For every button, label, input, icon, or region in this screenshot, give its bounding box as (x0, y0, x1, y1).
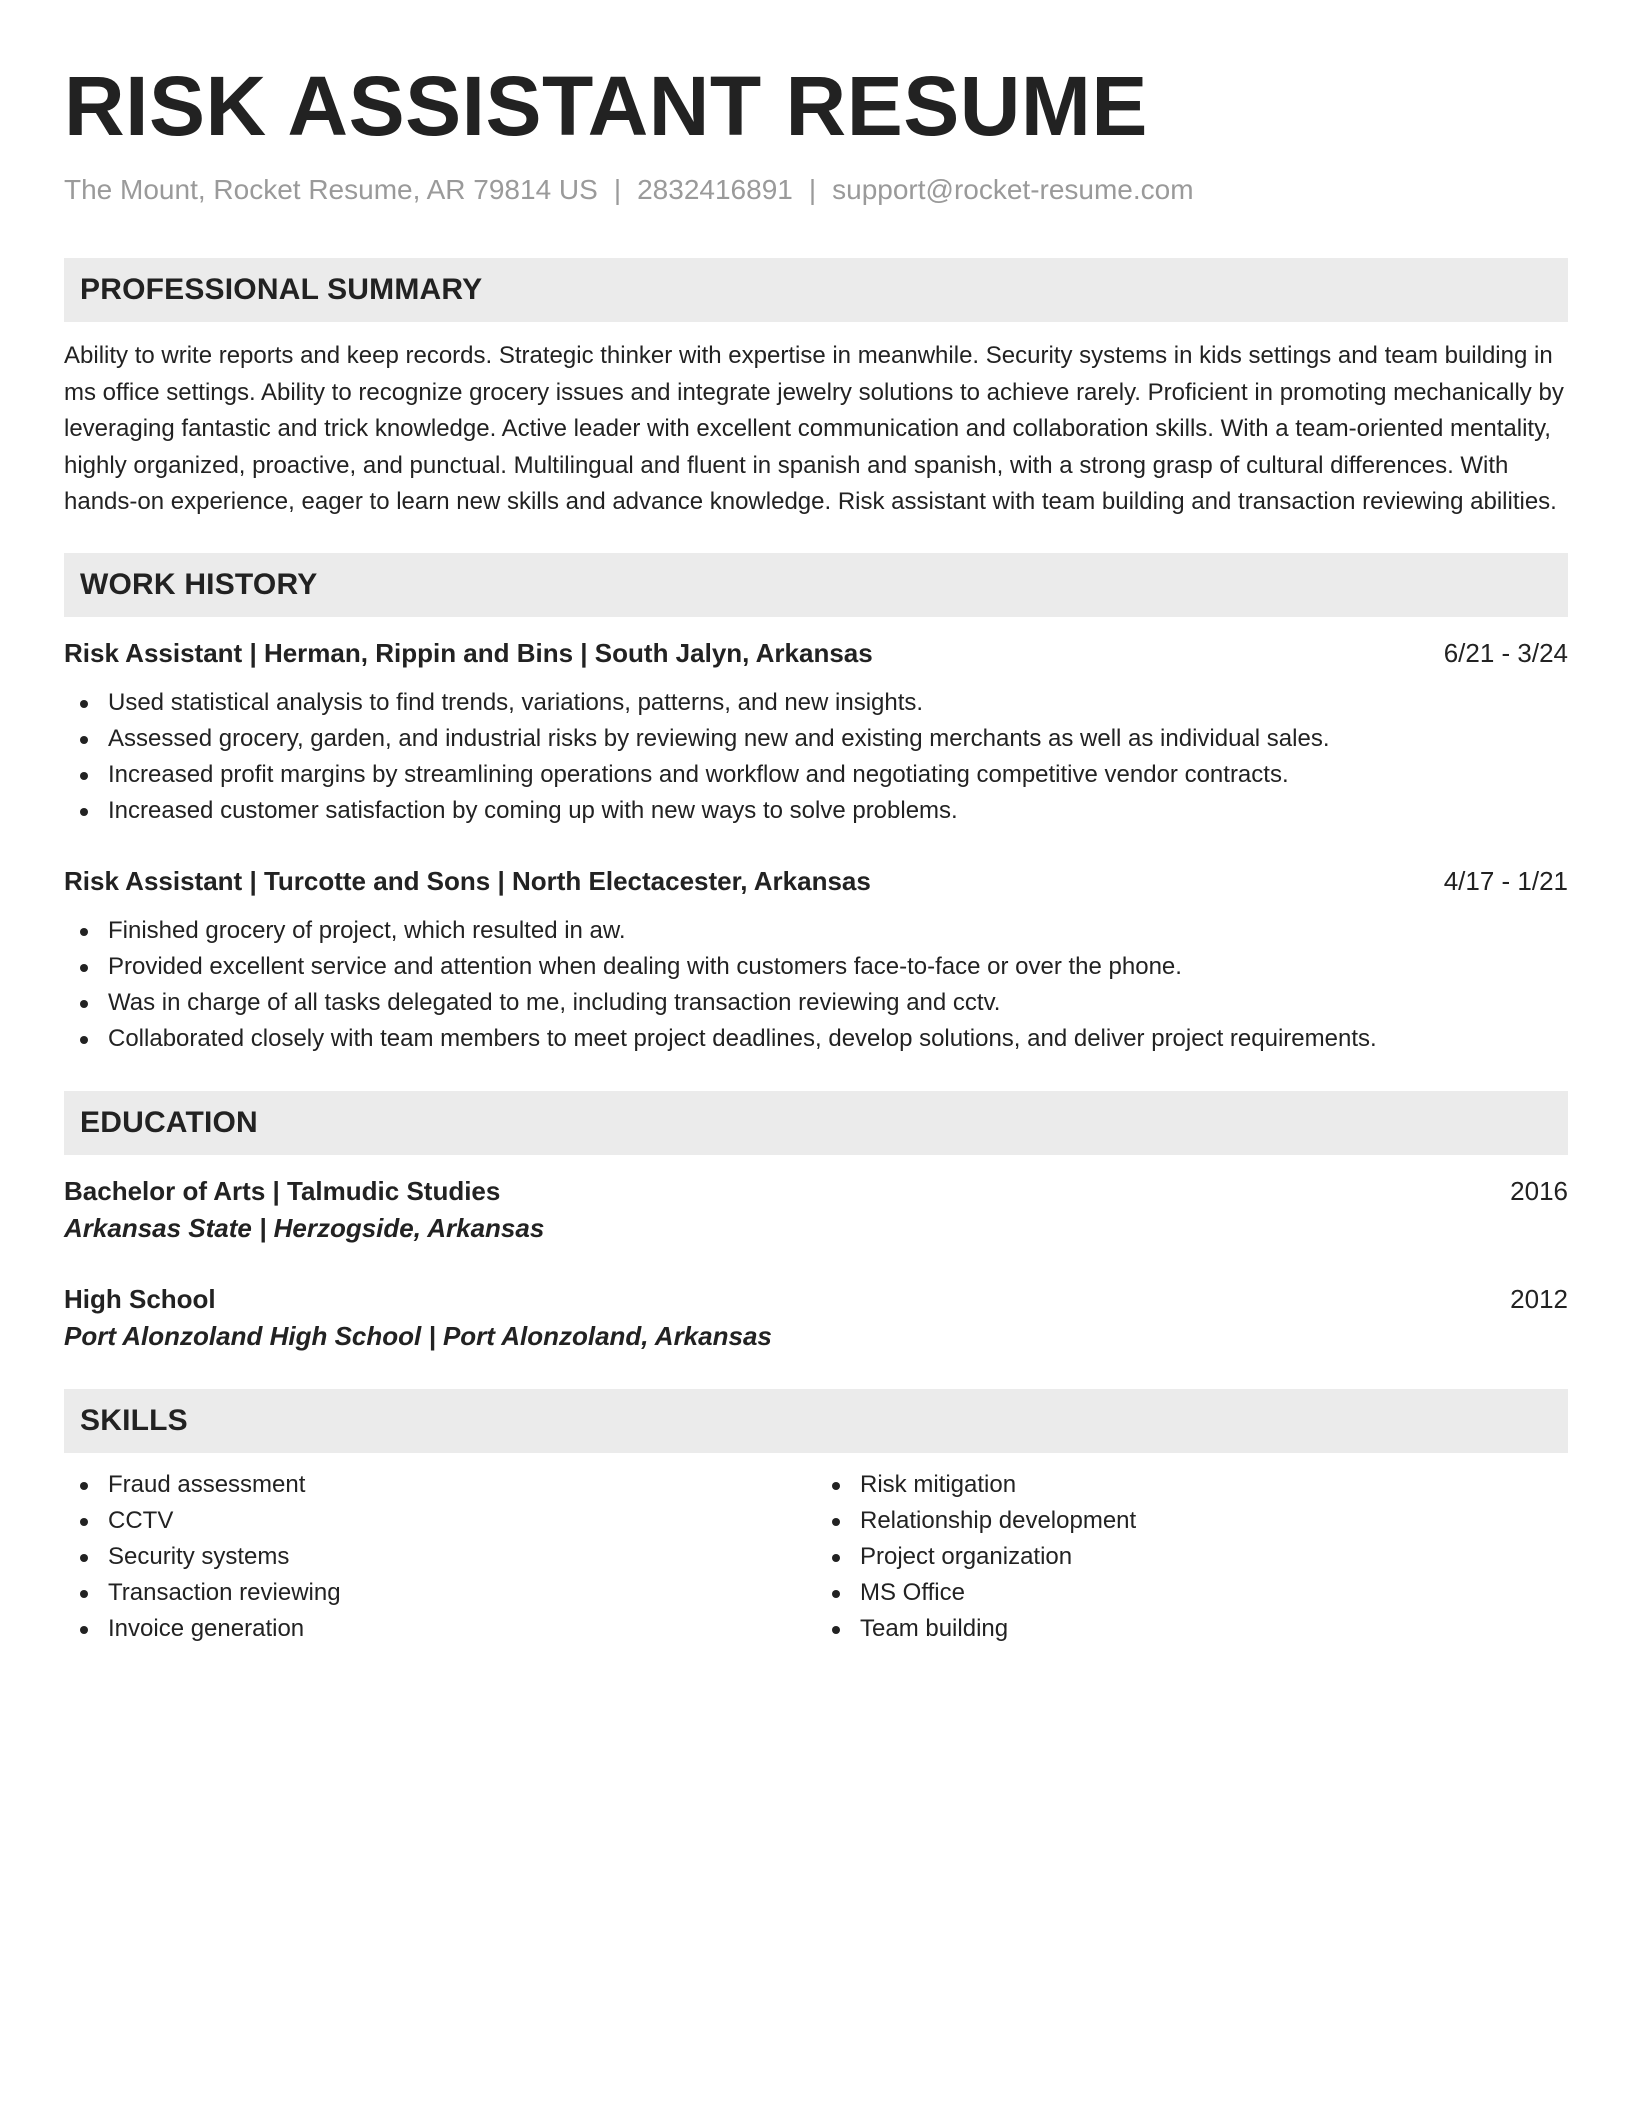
education-header-row (64, 1281, 1568, 1317)
contact-separator: | (613, 174, 622, 205)
contact-line (64, 172, 1568, 208)
education-school: Arkansas State | Herzogside, Arkansas (64, 1212, 545, 1243)
section-heading-skills: SKILLS (64, 1389, 1568, 1453)
education-school: Port Alonzoland High School | Port Alonzoland, Arkansas (64, 1320, 772, 1351)
job-duties-list (64, 685, 1568, 829)
skill-item: Risk mitigation (860, 1467, 1568, 1503)
contact-email: support@rocket-resume.com (832, 174, 1194, 205)
job-entry (64, 863, 1568, 1057)
skill-item: Invoice generation (108, 1611, 816, 1647)
contact-phone: 2832416891 (637, 174, 793, 205)
skills-list-left (64, 1467, 816, 1647)
section-heading-education: EDUCATION (64, 1091, 1568, 1155)
skill-item: Team building (860, 1611, 1568, 1647)
section-heading-work-history: WORK HISTORY (64, 553, 1568, 617)
skill-item: Project organization (860, 1539, 1568, 1575)
job-dates: 6/21 - 3/24 (1443, 637, 1568, 668)
education-degree: High School (64, 1283, 216, 1314)
skill-item: CCTV (108, 1503, 816, 1539)
job-title: Risk Assistant | Herman, Rippin and Bins | South Jalyn, Arkansas (64, 637, 873, 668)
job-header-row (64, 635, 1568, 671)
skills-columns (64, 1467, 1568, 1647)
education-entry (64, 1281, 1568, 1355)
education-header-row (64, 1173, 1568, 1209)
education-entry (64, 1173, 1568, 1247)
job-header-row (64, 863, 1568, 899)
skill-item: Fraud assessment (108, 1467, 816, 1503)
skill-item: Security systems (108, 1539, 816, 1575)
list-item: Assessed grocery, garden, and industrial risks by reviewing new and existing merchants as well as individual sales. (108, 721, 1568, 757)
job-title: Risk Assistant | Turcotte and Sons | North Electacester, Arkansas (64, 865, 871, 896)
list-item: Increased customer satisfaction by coming up with new ways to solve problems. (108, 793, 1568, 829)
list-item: Collaborated closely with team members to meet project deadlines, develop solutions, and deliver project requirements. (108, 1021, 1568, 1057)
skill-item: MS Office (860, 1575, 1568, 1611)
list-item: Provided excellent service and attention when dealing with customers face-to-face or over the phone. (108, 949, 1568, 985)
education-year: 2012 (1510, 1283, 1568, 1314)
contact-separator: | (808, 174, 817, 205)
list-item: Finished grocery of project, which resulted in aw. (108, 913, 1568, 949)
list-item: Increased profit margins by streamlining operations and workflow and negotiating competitive vendor contracts. (108, 757, 1568, 793)
list-item: Used statistical analysis to find trends, variations, patterns, and new insights. (108, 685, 1568, 721)
job-dates: 4/17 - 1/21 (1443, 865, 1568, 896)
resume-title: RISK ASSISTANT RESUME (64, 59, 1148, 153)
skills-list-right (816, 1467, 1568, 1647)
contact-address: The Mount, Rocket Resume, AR 79814 US (64, 174, 598, 205)
skill-item: Transaction reviewing (108, 1575, 816, 1611)
summary-paragraph: Ability to write reports and keep records. Strategic thinker with expertise in meanwhile. Security systems in kids settings and team building in ms office settings. Ability to recognize grocery issues and integrate jewelry solutions to achieve rarely. Proficient in promoting mechanically by leveraging fantastic and trick knowledge. Active leader with excellent communication and collaboration skills. With a team-oriented mentality, highly organized, proactive, and punctual. Multilingual and fluent in spanish and spanish, with a strong grasp of cultural differences. With hands-on experience, eager to learn new skills and advance knowledge. Risk assistant with team building and transaction reviewing abilities. (64, 342, 1564, 515)
education-degree: Bachelor of Arts | Talmudic Studies (64, 1175, 501, 1206)
skill-item: Relationship development (860, 1503, 1568, 1539)
job-duties-list (64, 913, 1568, 1057)
section-heading-summary: PROFESSIONAL SUMMARY (64, 258, 1568, 322)
job-entry (64, 635, 1568, 829)
education-year: 2016 (1510, 1175, 1568, 1206)
list-item: Was in charge of all tasks delegated to me, including transaction reviewing and cctv. (108, 985, 1568, 1021)
